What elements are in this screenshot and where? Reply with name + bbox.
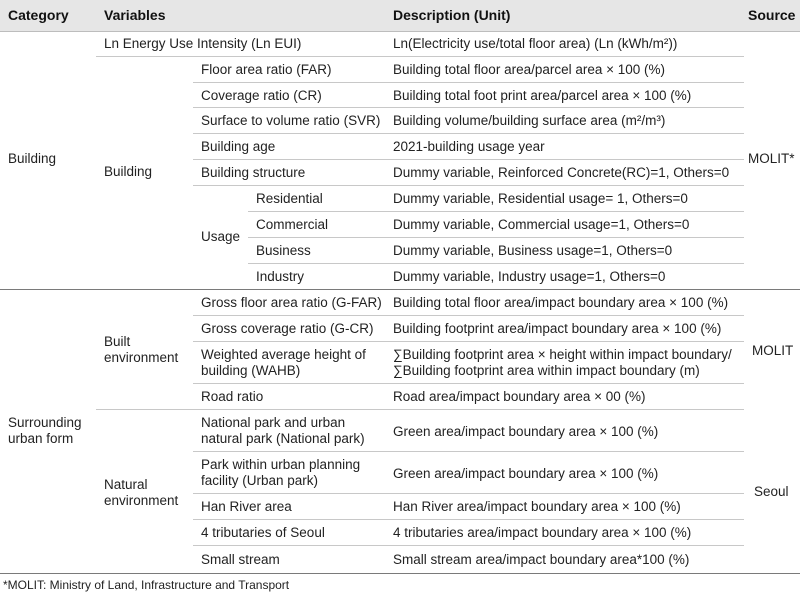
description-urbanpark: Green area/impact boundary area × 100 (%) (393, 466, 659, 481)
description-age: 2021-building usage year (393, 139, 545, 154)
header-category: Category (8, 7, 69, 23)
description-stream: Small stream area/impact boundary area*100 (%) (393, 552, 690, 567)
description-ln-eui: Ln(Electricity use/total floor area) (Ln (kWh/m²)) (393, 36, 678, 51)
variable-cr: Coverage ratio (CR) (201, 88, 322, 103)
row-divider (96, 409, 744, 410)
description-han: Han River area/impact boundary area × 100 (%) (393, 499, 681, 514)
description-cr: Building total foot print area/parcel area × 100 (%) (393, 88, 692, 103)
subcategory-natural-line2: environment (104, 493, 179, 508)
category-surrounding-line2: urban form (8, 431, 74, 446)
variable-national-line1: National park and urban (201, 415, 346, 430)
variable-industry: Industry (256, 269, 305, 284)
row-divider (193, 519, 744, 520)
source-molit: MOLIT (752, 343, 794, 358)
description-residential: Dummy variable, Residential usage= 1, Others=0 (393, 191, 688, 206)
row-divider (193, 315, 744, 316)
row-divider (96, 56, 744, 57)
description-structure: Dummy variable, Reinforced Concrete(RC)=1, Others=0 (393, 165, 730, 180)
source-seoul: Seoul (754, 484, 789, 499)
description-far: Building total floor area/parcel area × 100 (%) (393, 62, 666, 77)
description-business: Dummy variable, Business usage=1, Others=0 (393, 243, 673, 258)
category-surrounding-line1: Surrounding (8, 415, 82, 430)
variable-svr: Surface to volume ratio (SVR) (201, 113, 381, 128)
subcategory-usage: Usage (201, 229, 241, 244)
variable-tributaries: 4 tributaries of Seoul (201, 525, 325, 540)
variable-structure: Building structure (201, 165, 306, 180)
description-tributaries: 4 tributaries area/impact boundary area × 100 (%) (393, 525, 692, 540)
row-divider (193, 451, 744, 452)
header-source: Source (748, 7, 796, 23)
header-description: Description (Unit) (393, 7, 511, 23)
description-gcr: Building footprint area/impact boundary area × 100 (%) (393, 321, 722, 336)
variable-wahb-line2: building (WAHB) (201, 363, 301, 378)
variable-age: Building age (201, 139, 276, 154)
table-bottom-rule (0, 573, 800, 574)
variable-urbanpark-line2: facility (Urban park) (201, 473, 319, 488)
row-divider (193, 185, 744, 186)
variable-gfar: Gross floor area ratio (G-FAR) (201, 295, 382, 310)
description-national: Green area/impact boundary area × 100 (%) (393, 424, 659, 439)
row-divider (248, 263, 744, 264)
variable-road: Road ratio (201, 389, 264, 404)
variable-stream: Small stream (201, 552, 280, 567)
source-molit-star: MOLIT* (748, 151, 795, 166)
description-industry: Dummy variable, Industry usage=1, Others=0 (393, 269, 666, 284)
row-divider (193, 383, 744, 384)
row-divider (193, 82, 744, 83)
description-commercial: Dummy variable, Commercial usage=1, Others=0 (393, 217, 690, 232)
variable-far: Floor area ratio (FAR) (201, 62, 332, 77)
variable-ln-eui: Ln Energy Use Intensity (Ln EUI) (104, 36, 302, 51)
description-wahb-line2: ∑Building footprint area within impact boundary (m) (393, 363, 700, 378)
subcategory-built-line1: Built (104, 334, 131, 349)
variable-business: Business (256, 243, 311, 258)
description-wahb-line1: ∑Building footprint area × height within impact boundary/ (393, 347, 732, 362)
description-road: Road area/impact boundary area × 00 (%) (393, 389, 646, 404)
subcategory-building: Building (104, 164, 153, 179)
variable-commercial: Commercial (256, 217, 329, 232)
row-divider (248, 237, 744, 238)
row-divider (248, 211, 744, 212)
footnote: *MOLIT: Ministry of Land, Infrastructure and Transport (3, 578, 290, 592)
row-divider (193, 107, 744, 108)
row-divider (193, 133, 744, 134)
description-svr: Building volume/building surface area (m²/m³) (393, 113, 666, 128)
variable-urbanpark-line1: Park within urban planning (201, 457, 361, 472)
variable-han: Han River area (201, 499, 292, 514)
row-divider (193, 159, 744, 160)
row-divider (193, 341, 744, 342)
header-variables: Variables (104, 7, 166, 23)
category-building: Building (8, 151, 57, 166)
subcategory-built-line2: environment (104, 350, 179, 365)
subcategory-natural-line1: Natural (104, 477, 148, 492)
variable-gcr: Gross coverage ratio (G-CR) (201, 321, 374, 336)
variable-residential: Residential (256, 191, 323, 206)
variable-national-line2: natural park (National park) (201, 431, 365, 446)
section-divider (0, 289, 800, 290)
row-divider (193, 493, 744, 494)
row-divider (193, 545, 744, 546)
description-gfar: Building total floor area/impact boundary area × 100 (%) (393, 295, 729, 310)
table-header (0, 0, 800, 32)
variable-wahb-line1: Weighted average height of (201, 347, 366, 362)
